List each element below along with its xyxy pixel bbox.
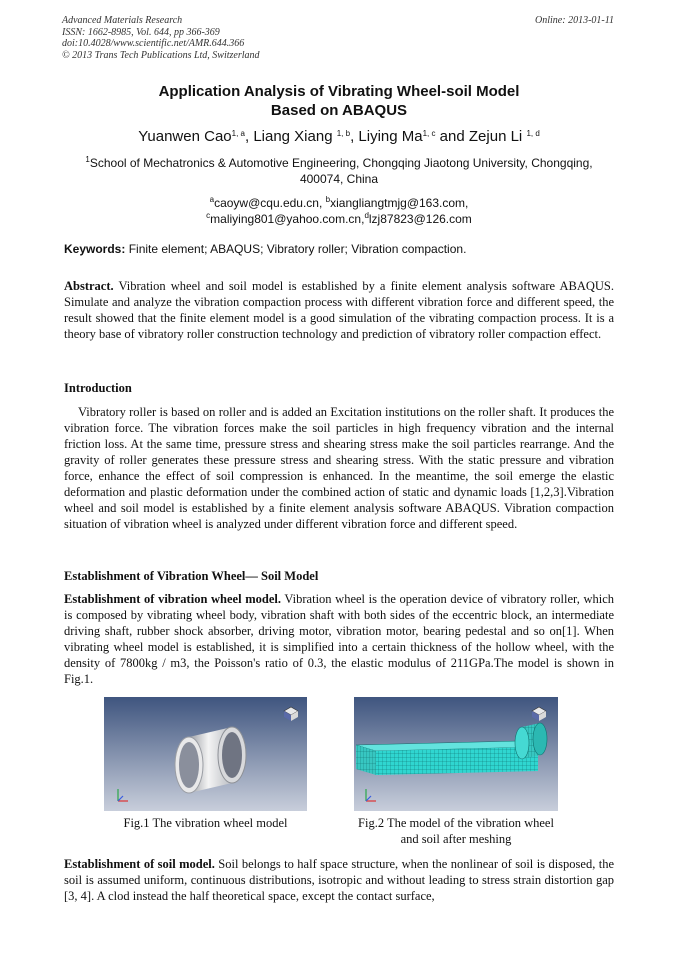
title-line-1: Application Analysis of Vibrating Wheel-soil Model — [158, 83, 520, 100]
author-affil-mark: 1, c — [422, 129, 436, 138]
email-mark: b — [325, 195, 331, 204]
author-emails — [0, 195, 678, 227]
figure-2-caption-line-1: Fig.2 The model of the vibration wheel — [358, 816, 554, 830]
soil-mesh-block — [356, 741, 538, 775]
soil-model-label: Establishment of soil model. — [64, 857, 215, 871]
author-name: Yuanwen Cao — [138, 128, 232, 145]
author-affil-mark: 1, a — [231, 129, 245, 138]
wheel-model-label: Establishment of vibration wheel model. — [64, 592, 281, 606]
email-mark: c — [206, 211, 211, 220]
wheel-model-paragraph — [64, 591, 614, 687]
figure-1 — [104, 697, 307, 811]
figure-2-caption-line-2: and soil after meshing — [400, 832, 512, 846]
keywords-label: Keywords: — [64, 242, 126, 256]
keywords-text: Finite element; ABAQUS; Vibratory roller; Vibration compaction. — [125, 242, 467, 256]
affiliation-text: School of Mechatronics & Automotive Engineering, Chongqing Jiaotong University, Chongqing, 400074, China — [89, 156, 593, 186]
wheel-soil-mesh-render — [354, 697, 558, 811]
email-d[interactable]: lzj87823@126.com — [368, 212, 472, 226]
abstract-label: Abstract. — [64, 279, 114, 293]
figure-2 — [354, 697, 558, 811]
soil-model-paragraph — [64, 856, 614, 904]
abstract — [64, 278, 614, 342]
paper-title — [0, 82, 678, 120]
online-date: Online: 2013-01-11 — [535, 15, 614, 26]
soil-model-text: Soil belongs to half space structure, when the nonlinear of soil is disposed, the soil is assumed uniform, continuous distributions, isotropic and without leading to stress strain distortion gap [3, 4]. A clod instead the half theoretical space, except the contact surface, — [64, 857, 615, 903]
section-heading: Establishment of Vibration Wheel— Soil Model — [64, 569, 319, 583]
author-affil-mark: 1, b — [336, 129, 351, 138]
doi: doi:10.4028/www.scientific.net/AMR.644.366 — [62, 38, 245, 49]
email-line-1 — [0, 195, 678, 211]
author-name: Liang Xiang — [253, 128, 337, 145]
email-line-2 — [0, 211, 678, 227]
title-line-2: Based on ABAQUS — [270, 102, 408, 119]
vibration-wheel-mesh — [515, 723, 547, 759]
abstract-text: Vibration wheel and soil model is established by a finite element analysis software ABAQUS. Simulate and analyze the vibration compaction process with different vibration force and different speed, the result showed that the finite element model is a good simulation of the vibrating compaction process. It is a theory base of vibratory roller construction technology and prediction of vibratory roller compaction effect. — [64, 279, 614, 341]
wheel-model-render — [104, 697, 307, 811]
email-mark: d — [364, 211, 369, 220]
affiliation-mark: 1 — [85, 155, 90, 164]
copyright: © 2013 Trans Tech Publications Ltd, Switzerland — [62, 49, 260, 61]
figure-1-caption: Fig.1 The vibration wheel model — [123, 816, 288, 830]
issn: ISSN: 1662-8985, Vol. 644, pp 366-369 — [62, 26, 220, 38]
author-affil-mark: 1, d — [526, 129, 540, 138]
journal-header — [62, 15, 260, 61]
journal-name: Advanced Materials Research — [62, 15, 183, 26]
wheel-model-text: Vibration wheel is the operation device of vibratory roller, which is composed by vibrating wheel body, vibration shaft with both sides of the eccentric block, an intermediate driving shaft, rubber shock absorber, driving motor, vibration motor, bearing pedestal and so on[1]. When vibrating wheel model is established, it is simplified into a certain thickness of the hollow wheel, with the density of 7800kg / m3, the Poisson's ratio of 0.3, the elastic modulus of 211GPa.The model is shown in Fig.1. — [64, 592, 615, 686]
email-b[interactable]: xiangliangtmjg@163.com, — [330, 196, 469, 210]
author-and: and — [435, 128, 469, 145]
author-list — [0, 128, 678, 145]
email-a[interactable]: caoyw@cqu.edu.cn, — [214, 196, 326, 210]
introduction-text: Vibratory roller is based on roller and is added an Excitation institutions on the roller shaft. It produces the vibration force. The vibration forces make the soil particles in high frequency vibration and the internal friction loss. At the same time, pressure stress and shearing stress make the soil particles rearrange. And the gravity of roller generates these pressure stress and shearing stress. With the static pressure and vibration force, enhance the effect of soil compression is enhanced. In the meantime, the soil emerge the elastic deformation and plastic deformation under the combined action of static and dynamic loads [1,2,3].Vibration wheel and soil model is established by a finite element analysis software ABAQUS. Vibration compaction situation of vibration wheel is analyzed under different vibration force and different speed. — [64, 405, 614, 531]
author-separator: , — [350, 128, 359, 145]
email-c[interactable]: maliying801@yahoo.com.cn, — [210, 212, 365, 226]
email-mark: a — [209, 195, 215, 204]
author-separator: , — [244, 128, 254, 145]
introduction-heading: Introduction — [64, 381, 132, 395]
figure-2-caption — [340, 815, 572, 847]
affiliation — [64, 155, 614, 187]
keywords — [64, 242, 466, 256]
author-name: Liying Ma — [358, 128, 423, 145]
author-name: Zejun Li — [468, 128, 527, 145]
